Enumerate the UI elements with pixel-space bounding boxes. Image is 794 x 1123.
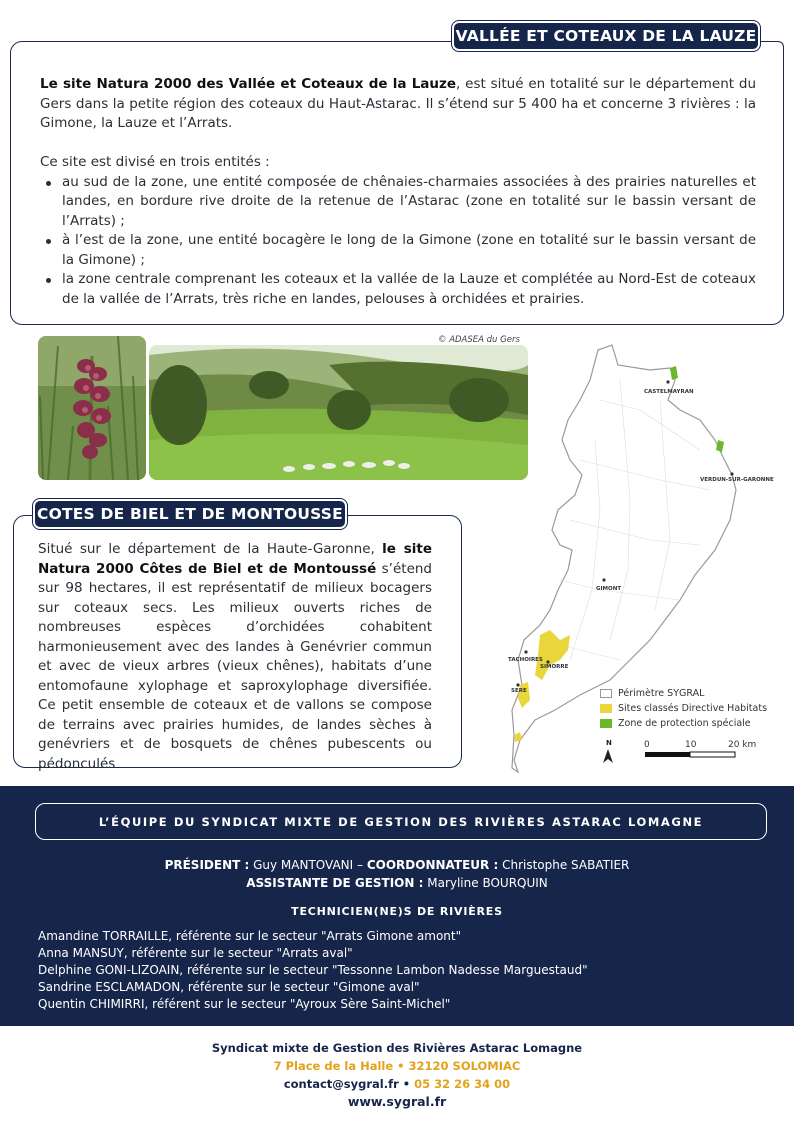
list-item: Delphine GONI-LIZOAIN, référente sur le secteur "Tessonne Lambon Nadesse Marguestaud" xyxy=(38,963,588,977)
contact-phone[interactable]: 05 32 26 34 00 xyxy=(414,1077,511,1091)
contact-name: Syndicat mixte de Gestion des Rivières Astarac Lomagne xyxy=(211,1041,583,1055)
roles-line-1 xyxy=(0,856,794,874)
biel-title: COTES DE BIEL ET DE MONTOUSSE xyxy=(33,499,347,529)
place-gimont: GIMONT xyxy=(596,586,622,592)
biel-text xyxy=(38,540,432,774)
contact-email[interactable]: contact@sygral.fr xyxy=(283,1077,399,1091)
list-item: la zone centrale comprenant les coteaux et la vallée de la Lauze et complétée au Nord-Est de coteaux de la vallée de l’Arrats, très riche en landes, pelouses à orchidées et prairies. xyxy=(40,270,756,309)
list-item: au sud de la zone, une entité composée de chênaies-charmaies associées à des prairies naturelles et landes, en bordure rive droite de la retenue de l’Astarac (zone en totalité sur le bassin versant de l’Arrats) ; xyxy=(40,173,756,232)
contact-block xyxy=(0,1039,794,1111)
lauze-paragraph-1 xyxy=(40,75,756,134)
place-sere: SERE xyxy=(511,688,527,694)
lauze-entities-list xyxy=(40,173,756,310)
list-item: Amandine TORRAILLE, référente sur le secteur "Arrats Gimone amont" xyxy=(38,929,462,943)
landscape-photo xyxy=(149,345,528,480)
list-item: Sandrine ESCLAMADON, référente sur le secteur "Gimone aval" xyxy=(38,980,420,994)
tech-title: TECHNICIEN(NE)S DE RIVIÈRES xyxy=(291,905,503,918)
place-simorre: SIMORRE xyxy=(540,664,569,670)
lauze-paragraph-1-rest: , est situé en totalité sur le département du Gers dans la petite région des coteaux du Haut-Astarac. Il s’étend sur 5 400 ha et concerne 3 rivières : la Gimone, la Lauze et l’Arrats. xyxy=(40,76,756,131)
contact-website[interactable]: www.sygral.fr xyxy=(347,1094,447,1109)
coord-name: Christophe SABATIER xyxy=(502,858,630,872)
biel-text-intro: Situé sur le département de la Haute-Garonne, xyxy=(38,541,383,557)
photo-credit: © ADASEA du Gers xyxy=(438,335,520,345)
assist-name: Maryline BOURQUIN xyxy=(427,876,548,890)
map-legend xyxy=(600,686,767,731)
list-item: Quentin CHIMIRRI, référent sur le secteur "Ayroux Sère Saint-Michel" xyxy=(38,997,451,1011)
contact-address: 7 Place de la Halle • 32120 SOLOMIAC xyxy=(273,1059,521,1073)
assist-label: ASSISTANTE DE GESTION : xyxy=(246,876,424,890)
lauze-text xyxy=(40,75,756,309)
legend-swatch-perimeter xyxy=(600,689,612,698)
legend-swatch-zps xyxy=(600,719,612,728)
list-item: à l’est de la zone, une entité bocagère le long de la Gimone (zone en totalité sur le bassin versant de la Gimone) ; xyxy=(40,231,756,270)
scale-10: 10 xyxy=(685,740,697,750)
coord-label: COORDONNATEUR : xyxy=(366,858,499,872)
map-scale xyxy=(600,737,760,765)
biel-bold: le site Natura 2000 Côtes de Biel et de Montoussé xyxy=(38,541,432,577)
legend-label: Sites classés Directive Habitats xyxy=(618,703,768,714)
legend-label: Périmètre SYGRAL xyxy=(618,688,705,699)
list-item: Anna MANSUY, référente sur le secteur "Arrats aval" xyxy=(38,946,353,960)
legend-item xyxy=(600,686,767,701)
scale-20: 20 km xyxy=(728,740,757,750)
contact-bullet: • xyxy=(398,1077,415,1091)
lauze-bold-lead: Le site Natura 2000 des Vallée et Coteaux de la Lauze xyxy=(40,76,457,92)
legend-item xyxy=(600,701,767,716)
legend-label: Zone de protection spéciale xyxy=(618,718,751,729)
tech-list xyxy=(38,928,588,1013)
team-roles xyxy=(0,856,794,892)
legend-item xyxy=(600,716,767,731)
lauze-title: VALLÉE ET COTEAUX DE LA LAUZE xyxy=(452,21,760,51)
legend-swatch-habitats xyxy=(600,704,612,713)
biel-text-rest: s’étend sur 98 hectares, il est représentatif de milieux bocagers sur coteaux secs. Les milieux ouverts riches de nombreuses espèces d’orchidées cohabitent harmonieusement avec des landes à Genévrier commun et avec de vieux arbres (vieux chênes), habitats d’une entomofaune xylophage et saproxylophage diversifiée. Ce petit ensemble de coteaux et de vallons se compose de terrains avec prairies humides, de landes sèches à genévriers et de bosquets de chênes pubescents ou pédonculés xyxy=(38,560,433,772)
scale-0: 0 xyxy=(644,740,650,750)
north-arrow-icon xyxy=(603,749,613,763)
contact-line xyxy=(0,1075,794,1093)
place-verdun: VERDUN-SUR-GARONNE xyxy=(700,477,774,483)
north-label: N xyxy=(606,739,612,747)
orchid-photo xyxy=(38,336,146,480)
president-label: PRÉSIDENT : xyxy=(164,858,250,872)
place-tachoires: TACHOIRES xyxy=(508,657,543,663)
place-castelmayran: CASTELMAYRAN xyxy=(644,389,694,395)
team-title: L’ÉQUIPE DU SYNDICAT MIXTE DE GESTION DES RIVIÈRES ASTARAC LOMAGNE xyxy=(35,803,767,840)
president-name: Guy MANTOVANI xyxy=(253,858,354,872)
roles-separator: – xyxy=(353,858,367,872)
roles-line-2 xyxy=(0,874,794,892)
lauze-paragraph-2: Ce site est divisé en trois entités : xyxy=(40,154,270,170)
